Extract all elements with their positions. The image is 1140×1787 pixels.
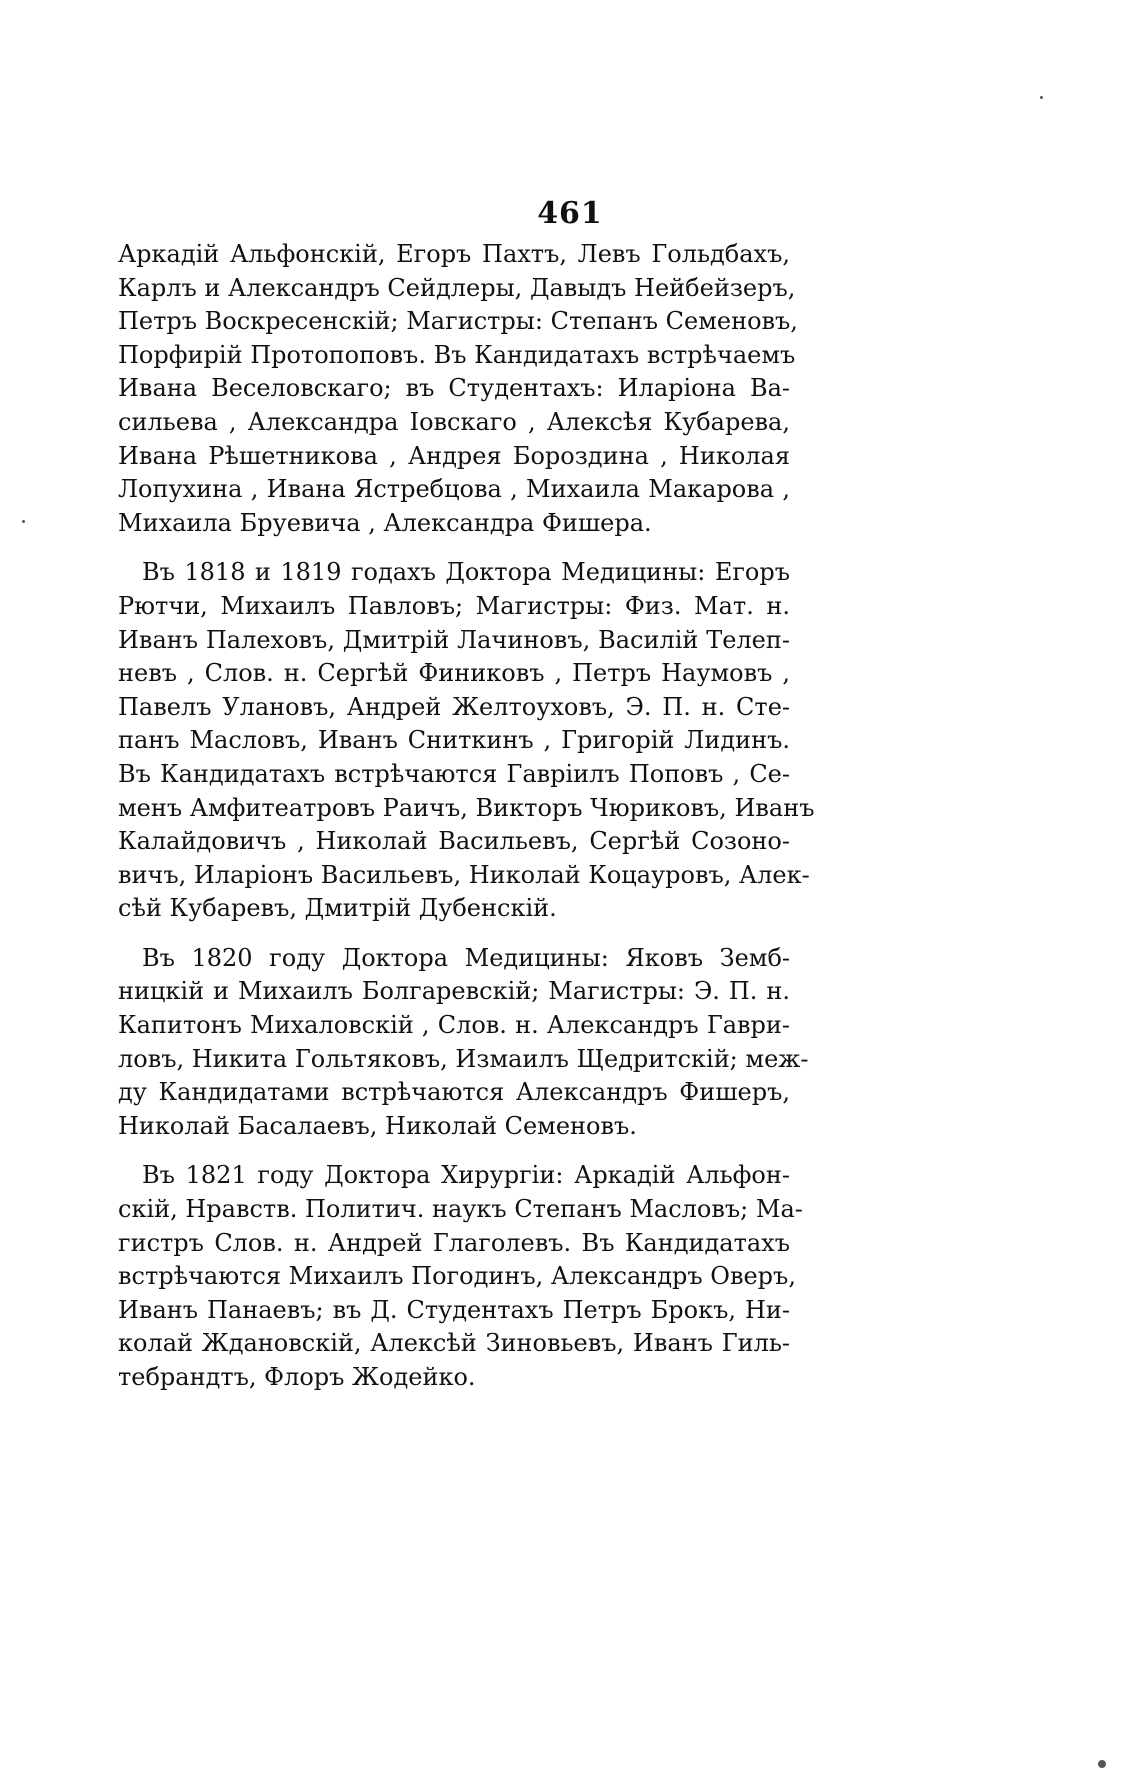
text-line: Рютчи, Михаилъ Павловъ; Магистры: Физ. Мат. н. [118,591,790,620]
text-line: Ивана Рѣшетникова , Андрея Бороздина , Николая [118,441,790,470]
paragraph-1 [118,238,798,540]
page-text [118,238,815,1411]
text-line: панъ Масловъ, Иванъ Сниткинъ , Григорій Лидинъ. [118,726,790,755]
text-line: сѣй Кубаревъ, Дмитрій Дубенскій. [118,894,557,923]
text-line: Калайдовичъ , Николай Васильевъ, Сергѣй Созоно- [118,827,790,856]
text-line: Капитонъ Михаловскій , Слов. н. Александръ Гаври- [118,1011,790,1040]
text-line: сильева , Александра Іовскаго , Алексѣя Кубарева, [118,407,790,436]
text-line: Карлъ и Александръ Сейдлеры, Давыдъ Нейбейзеръ, [118,273,796,302]
text-line: ловъ, Никита Гольтяковъ, Измаилъ Щедритскій; меж- [118,1044,809,1073]
text-line: Михаила Бруевича , Александра Фишера. [118,508,652,537]
text-line: менъ Амфитеатровъ Раичъ, Викторъ Чюриковъ, Иванъ [118,793,815,822]
text-line: ницкій и Михаилъ Болгаревскій; Магистры: Э. П. н. [118,977,790,1006]
text-line: Порфирій Протопоповъ. Въ Кандидатахъ встрѣчаемъ [118,340,796,369]
text-line: Лопухина , Ивана Ястребцова , Михаила Макарова , [118,475,790,504]
paragraph-4 [118,1159,803,1394]
page-number: 461 [537,196,603,231]
text-line: скій, Нравств. Политич. наукъ Степанъ Масловъ; Ма- [118,1195,803,1224]
scan-speck [1040,96,1043,99]
paragraph-2 [118,556,815,926]
text-line: встрѣчаются Михаилъ Погодинъ, Александръ Оверъ, [118,1262,796,1291]
scan-speck [22,520,25,523]
text-line: Въ 1818 и 1819 годахъ Доктора Медицины: Егоръ [142,558,790,587]
text-line: Николай Басалаевъ, Николай Семеновъ. [118,1111,637,1140]
text-line: Иванъ Панаевъ; въ Д. Студентахъ Петръ Брокъ, Ни- [118,1295,790,1324]
text-line: невъ , Слов. н. Сергѣй Финиковъ , Петръ Наумовъ , [118,659,790,688]
text-line: вичъ, Иларіонъ Васильевъ, Николай Коцауровъ, Алек- [118,860,810,889]
paragraph-3 [118,942,809,1144]
text-line: колай Ждановскій, Алексѣй Зиновьевъ, Иванъ Гиль- [118,1329,790,1358]
text-line: Павелъ Улановъ, Андрей Желтоуховъ, Э. П. н. Сте- [118,692,790,721]
text-line: Въ 1820 году Доктора Медицины: Яковъ Земб- [142,943,790,972]
text-line: ду Кандидатами встрѣчаются Александръ Фишеръ, [118,1078,790,1107]
text-line: Петръ Воскресенскій; Магистры: Степанъ Семеновъ, [118,307,798,336]
text-line: Аркадій Альфонскій, Егоръ Пахтъ, Левъ Гольдбахъ, [118,240,790,268]
scan-speck [1098,1760,1106,1768]
text-line: Иванъ Палеховъ, Дмитрій Лачиновъ, Василій Телеп- [118,625,790,654]
text-line: гистръ Слов. н. Андрей Глаголевъ. Въ Кандидатахъ [118,1228,790,1257]
text-line: Въ 1821 году Доктора Хирургіи: Аркадій Альфон- [142,1161,790,1190]
text-line: тебрандтъ, Флоръ Жодейко. [118,1363,476,1391]
text-line: Въ Кандидатахъ встрѣчаются Гавріилъ Поповъ , Се- [118,759,790,788]
text-line: Ивана Веселовскаго; въ Студентахъ: Иларіона Ва- [118,374,790,403]
